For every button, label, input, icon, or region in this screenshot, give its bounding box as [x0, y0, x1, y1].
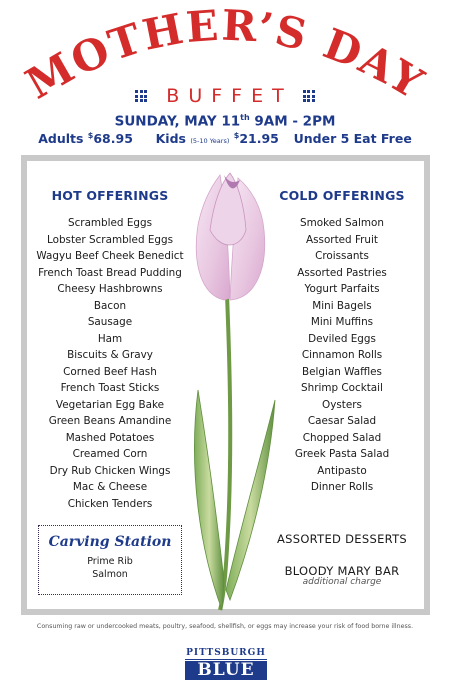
hot-item: Cheesy Hashbrowns	[57, 283, 163, 295]
kids-label: Kids	[155, 131, 191, 147]
assorted-desserts: ASSORTED DESSERTS	[276, 532, 408, 546]
adults-label: Adults	[38, 131, 88, 147]
dot-grid-right-icon	[303, 90, 315, 102]
cold-item: Cinnamon Rolls	[301, 349, 383, 361]
cold-item: Oysters	[322, 398, 362, 411]
event-date-suffix: th	[240, 113, 250, 122]
hot-item: Ham	[97, 332, 123, 345]
kids-currency: $	[233, 131, 240, 140]
carving-item: Prime Rib	[87, 556, 133, 567]
adults-price: 68.95	[93, 131, 133, 147]
hot-item: Dry Rub Chicken Wings	[49, 464, 171, 477]
event-time: 9AM - 2PM	[249, 113, 336, 130]
cold-item: Yogurt Parfaits	[304, 283, 380, 295]
dot-grid-left-icon	[135, 90, 147, 102]
hot-item: Mashed Potatoes	[65, 431, 155, 444]
bloody-mary-bar: BLOODY MARY BAR	[284, 564, 400, 578]
cold-offerings-list	[272, 215, 412, 496]
adults-currency: $	[87, 131, 94, 140]
kids-price: 21.95	[239, 131, 279, 147]
additional-charge-note: additional charge	[302, 577, 382, 587]
logo-line-1: PITTSBURGH	[186, 648, 266, 658]
subtitle: BUFFET	[166, 85, 293, 107]
pittsburgh-blue-logo	[185, 648, 267, 682]
hot-offerings-list	[30, 215, 190, 512]
hot-item: Scrambled Eggs	[67, 217, 152, 229]
under-five-note: Under 5 Eat Free	[293, 131, 412, 147]
tulip-illustration	[180, 170, 280, 615]
cold-offerings	[272, 188, 412, 496]
cold-item: Deviled Eggs	[308, 332, 376, 345]
carving-station	[38, 525, 182, 595]
hot-item: Green Beans Amandine	[48, 415, 172, 427]
cold-offerings-heading: COLD OFFERINGS	[279, 188, 405, 203]
cold-item: Smoked Salmon	[300, 217, 384, 229]
cold-item: Caesar Salad	[307, 415, 377, 427]
cold-item: Assorted Fruit	[306, 233, 378, 246]
pricing	[0, 131, 450, 146]
cold-item: Dinner Rolls	[310, 481, 374, 493]
cold-item: Assorted Pastries	[297, 266, 387, 279]
event-date	[0, 113, 450, 130]
hot-item: Sausage	[87, 316, 133, 328]
hot-item: French Toast Bread Pudding	[38, 266, 182, 279]
cold-item: Mini Bagels	[312, 299, 372, 312]
carving-station-title: Carving Station	[48, 534, 172, 550]
cold-item: Shrimp Cocktail	[301, 382, 383, 394]
carving-item: Salmon	[92, 569, 128, 580]
cold-item: Greek Pasta Salad	[294, 448, 390, 460]
hot-item: Bacon	[93, 299, 127, 312]
cold-item: Croissants	[315, 250, 369, 262]
food-safety-disclaimer: Consuming raw or undercooked meats, poultry, seafood, shellfish, or eggs may increase your risk of food borne illness.	[36, 623, 414, 630]
event-date-main: SUNDAY, MAY 11	[114, 113, 241, 130]
hot-item: Chicken Tenders	[67, 497, 153, 510]
hot-item: French Toast Sticks	[60, 382, 160, 394]
title-textpath: MOTHER’S DAY	[17, 0, 433, 109]
hot-item: Wagyu Beef Cheek Benedict	[36, 250, 184, 262]
cold-item: Belgian Waffles	[302, 365, 382, 378]
hot-item: Lobster Scrambled Eggs	[46, 233, 174, 246]
cold-item: Chopped Salad	[302, 431, 382, 444]
hot-item: Biscuits & Gravy	[67, 349, 153, 361]
hot-item: Vegetarian Egg Bake	[55, 398, 165, 411]
buffet-subtitle-row	[0, 84, 450, 108]
hot-item: Corned Beef Hash	[63, 365, 157, 378]
cold-item: Antipasto	[317, 464, 367, 477]
logo-line-2: BLUE	[185, 661, 267, 680]
hot-offerings	[30, 188, 190, 512]
hot-offerings-heading: HOT OFFERINGS	[51, 188, 169, 203]
cold-item: Mini Muffins	[310, 316, 374, 328]
hot-item: Mac & Cheese	[72, 481, 148, 493]
hot-item: Creamed Corn	[72, 448, 148, 460]
kids-age-note: (5-10 Years)	[190, 137, 230, 146]
